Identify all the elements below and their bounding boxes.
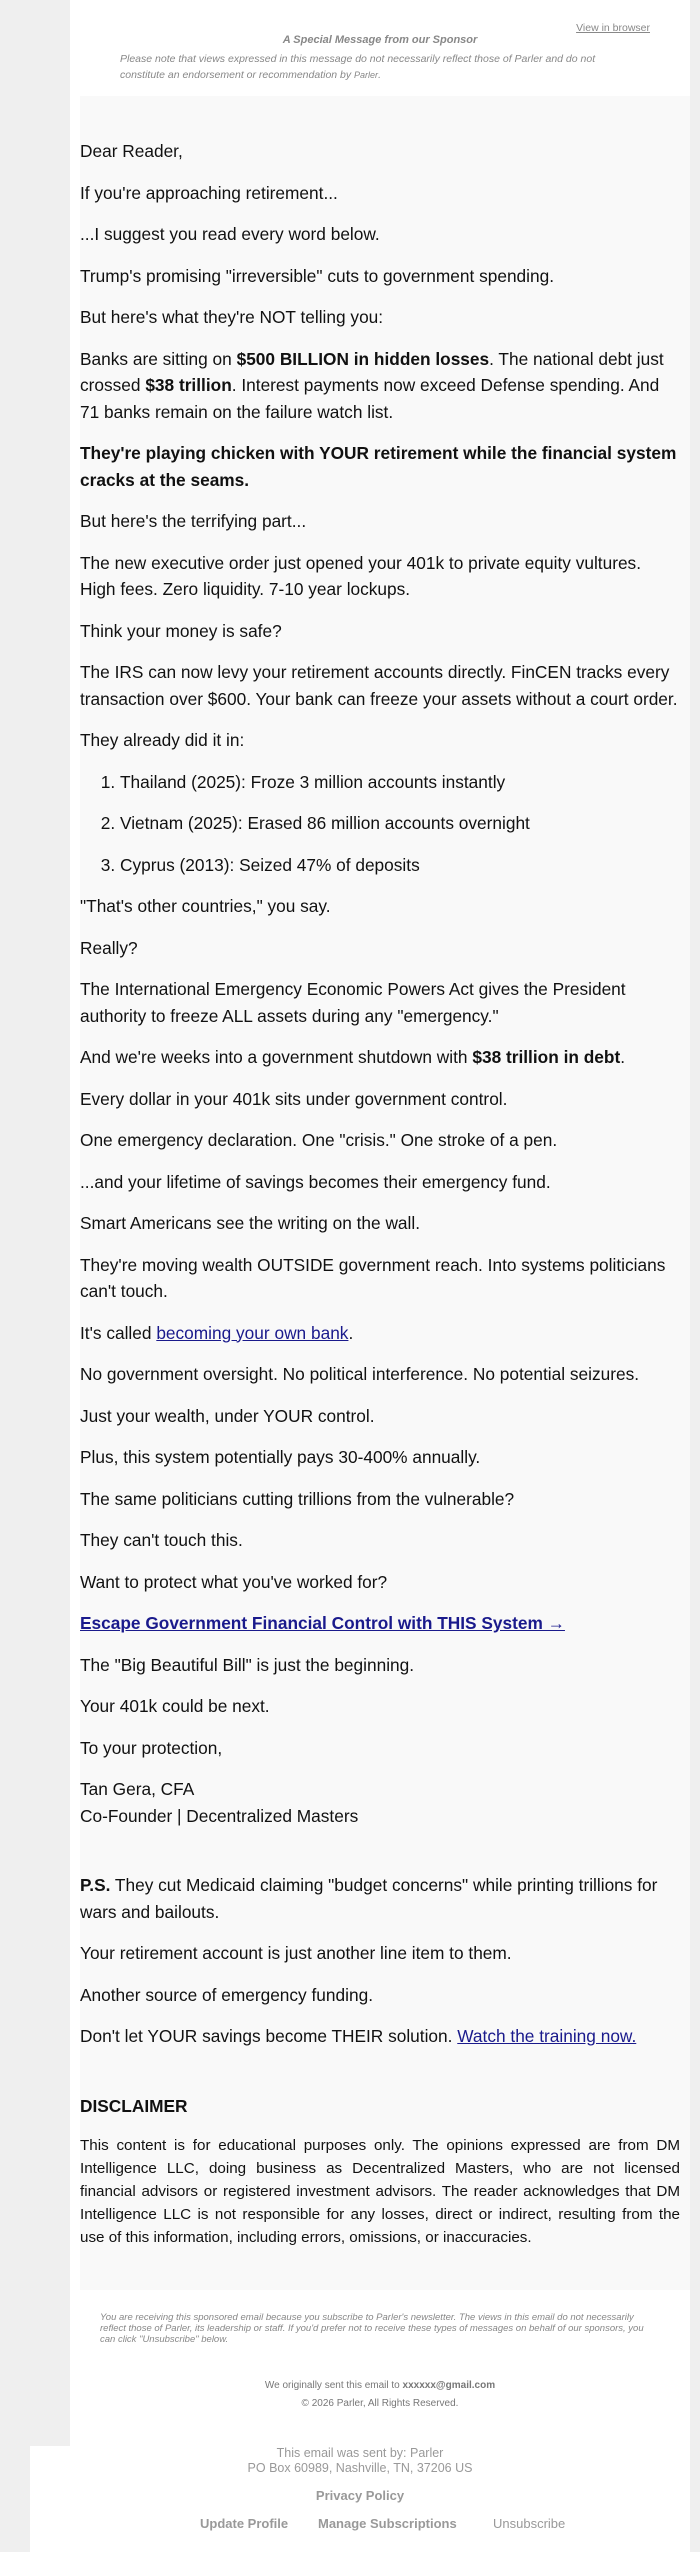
paragraph: Want to protect what you've worked for? bbox=[80, 1571, 388, 1592]
paragraph: Really? bbox=[80, 937, 138, 958]
list-item: 1. Thailand (2025): Froze 3 million accounts instantly bbox=[120, 769, 680, 796]
emphasis-text: They're playing chicken with YOUR retirement while the financial system cracks at the seams. bbox=[80, 443, 677, 490]
paragraph: But here's what they're NOT telling you: bbox=[80, 307, 384, 327]
paragraph: The same politicians cutting trillions from the vulnerable? bbox=[80, 1488, 515, 1509]
signature-name: Tan Gera, CFA bbox=[80, 1779, 195, 1799]
signature bbox=[80, 1776, 680, 1829]
sent-by: This email was sent by: Parler bbox=[276, 2446, 444, 2460]
seizure-examples-list bbox=[80, 769, 680, 879]
emphasis-text: $38 trillion in debt bbox=[472, 1047, 621, 1067]
paragraph: Just your wealth, under YOUR control. bbox=[80, 1405, 375, 1426]
list-item: 2. Vietnam (2025): Erased 86 million accounts overnight bbox=[120, 810, 680, 837]
sent-to-line bbox=[70, 2380, 690, 2391]
text: And we're weeks into a government shutdown with bbox=[80, 1047, 473, 1067]
paragraph: The "Big Beautiful Bill" is just the beginning. bbox=[80, 1654, 415, 1675]
disclaimer-title: DISCLAIMER bbox=[80, 2095, 188, 2116]
sponsored-email-notice: You are receiving this sponsored email because you subscribe to Parler's newsletter. The views in this email do not necessarily reflect those of Parler, its leadership or staff. If you'd prefer not to receive these types of messages on behalf of our sponsors, you can click "Unsubscribe" below. bbox=[100, 2312, 644, 2345]
paragraph: ...and your lifetime of savings becomes their emergency fund. bbox=[80, 1171, 551, 1192]
text: It's called bbox=[80, 1322, 157, 1343]
sponsor-note-text: Please note that views expressed in this message do not necessarily reflect those of bbox=[120, 53, 515, 65]
paragraph: Trump's promising "irreversible" cuts to government spending. bbox=[80, 265, 555, 286]
paragraph: Plus, this system potentially pays 30-400% annually. bbox=[80, 1447, 481, 1467]
sponsor-note-text-2: and do not constitute an endorsement or recommendation by bbox=[120, 53, 596, 81]
sent-to-text: We originally sent this email to bbox=[264, 2380, 403, 2391]
paragraph: Another source of emergency funding. bbox=[80, 1984, 373, 2005]
email-footer bbox=[30, 2446, 690, 2552]
sponsor-title: A Special Message from our Sponsor bbox=[282, 34, 478, 46]
text: . bbox=[620, 1047, 626, 1067]
paragraph: They already did it in: bbox=[80, 730, 245, 750]
greeting: Dear Reader, bbox=[80, 141, 183, 161]
paragraph: They can't touch this. bbox=[80, 1530, 243, 1550]
list-item: 3. Cyprus (2013): Seized 47% of deposits bbox=[120, 852, 680, 879]
text: . Interest payments now exceed Defense spending. And 71 banks remain on the failure watch list. bbox=[80, 375, 660, 422]
copyright: © 2026 Parler, All Rights Reserved. bbox=[301, 2398, 459, 2409]
paragraph-training bbox=[80, 2023, 680, 2050]
paragraph-bank-losses bbox=[80, 346, 680, 426]
signature-title: Co-Founder | Decentralized Masters bbox=[80, 1805, 359, 1826]
ps-label: P.S. bbox=[80, 1875, 111, 1895]
postal-address: PO Box 60989, Nashville, TN, 37206 US bbox=[247, 2461, 473, 2475]
update-profile-link[interactable]: Update Profile bbox=[200, 2516, 289, 2531]
cta-paragraph bbox=[80, 1610, 680, 1637]
paragraph-own-bank bbox=[80, 1320, 680, 1347]
ps-text: They cut Medicaid claiming "budget concerns" while printing trillions for wars and bailouts. bbox=[80, 1875, 658, 1922]
manage-subscriptions-link[interactable]: Manage Subscriptions bbox=[318, 2516, 457, 2531]
becoming-your-own-bank-link[interactable]: becoming your own bank bbox=[156, 1322, 349, 1343]
disclaimer-text: This content is for educational purposes only. The opinions expressed are from DM Intelligence LLC, doing business as Decentralized Masters, who are not licensed financial advisors or registered investment advisors. The reader acknowledges that DM Intelligence LLC is not responsible for any losses, direct or indirect, resulting from the use of this information, including errors, omissions, or inaccuracies. bbox=[80, 2137, 680, 2246]
sponsor-note-end: . bbox=[378, 69, 381, 81]
paragraph: Every dollar in your 401k sits under government control. bbox=[80, 1088, 508, 1109]
paragraph: Your retirement account is just another line item to them. bbox=[80, 1943, 512, 1963]
paragraph: "That's other countries," you say. bbox=[80, 896, 331, 916]
watch-training-link[interactable]: Watch the training now. bbox=[457, 2026, 637, 2046]
text: . bbox=[348, 1322, 354, 1343]
paragraph: ...I suggest you read every word below. bbox=[80, 224, 380, 244]
unsubscribe-link[interactable]: Unsubscribe bbox=[493, 2516, 566, 2531]
paragraph-bold bbox=[80, 440, 680, 493]
sponsor-note-brand-2: Parler bbox=[354, 70, 379, 80]
sponsor-disclaimer-note bbox=[120, 51, 640, 83]
sign-off: To your protection, bbox=[80, 1737, 223, 1758]
sponsor-note-brand: Parler bbox=[514, 53, 543, 65]
paragraph: Smart Americans see the writing on the wall. bbox=[80, 1213, 421, 1233]
view-in-browser-link[interactable]: View in browser bbox=[576, 22, 650, 34]
text: . The national debt just crossed bbox=[80, 348, 664, 395]
emphasis-text: $38 trillion bbox=[145, 375, 232, 395]
privacy-policy-link[interactable]: Privacy Policy bbox=[315, 2488, 405, 2503]
email-card bbox=[70, 0, 690, 2552]
paragraph-shutdown bbox=[80, 1044, 680, 1071]
paragraph: The new executive order just opened your 401k to private equity vultures. High fees. Zero liquidity. 7-10 year lockups. bbox=[80, 552, 641, 599]
paragraph: No government oversight. No political interference. No potential seizures. bbox=[80, 1364, 640, 1384]
message-content bbox=[80, 138, 680, 2264]
emphasis-text: $500 BILLION in hidden losses bbox=[236, 348, 490, 369]
paragraph: If you're approaching retirement... bbox=[80, 182, 338, 203]
paragraph: Your 401k could be next. bbox=[80, 1696, 270, 1716]
text: Banks are sitting on bbox=[80, 348, 237, 369]
message-body bbox=[80, 96, 690, 2290]
footer-links bbox=[30, 2516, 690, 2536]
paragraph: The International Emergency Economic Powers Act gives the President authority to freeze ALL assets during any "emergency." bbox=[80, 979, 626, 1026]
postscript bbox=[80, 1872, 680, 1925]
paragraph: They're moving wealth OUTSIDE government reach. Into systems politicians can't touch. bbox=[80, 1254, 666, 1301]
paragraph: One emergency declaration. One "crisis." One stroke of a pen. bbox=[80, 1130, 558, 1150]
recipient-email: xxxxxx@gmail.com bbox=[402, 2380, 496, 2391]
escape-control-cta-link[interactable]: Escape Government Financial Control with THIS System → bbox=[80, 1613, 565, 1633]
paragraph: The IRS can now levy your retirement accounts directly. FinCEN tracks every transaction over $600. Your bank can freeze your assets without a court order. bbox=[80, 662, 678, 709]
paragraph: But here's the terrifying part... bbox=[80, 511, 307, 531]
text: Don't let YOUR savings become THEIR solution. bbox=[80, 2026, 458, 2046]
paragraph: Think your money is safe? bbox=[80, 620, 282, 641]
